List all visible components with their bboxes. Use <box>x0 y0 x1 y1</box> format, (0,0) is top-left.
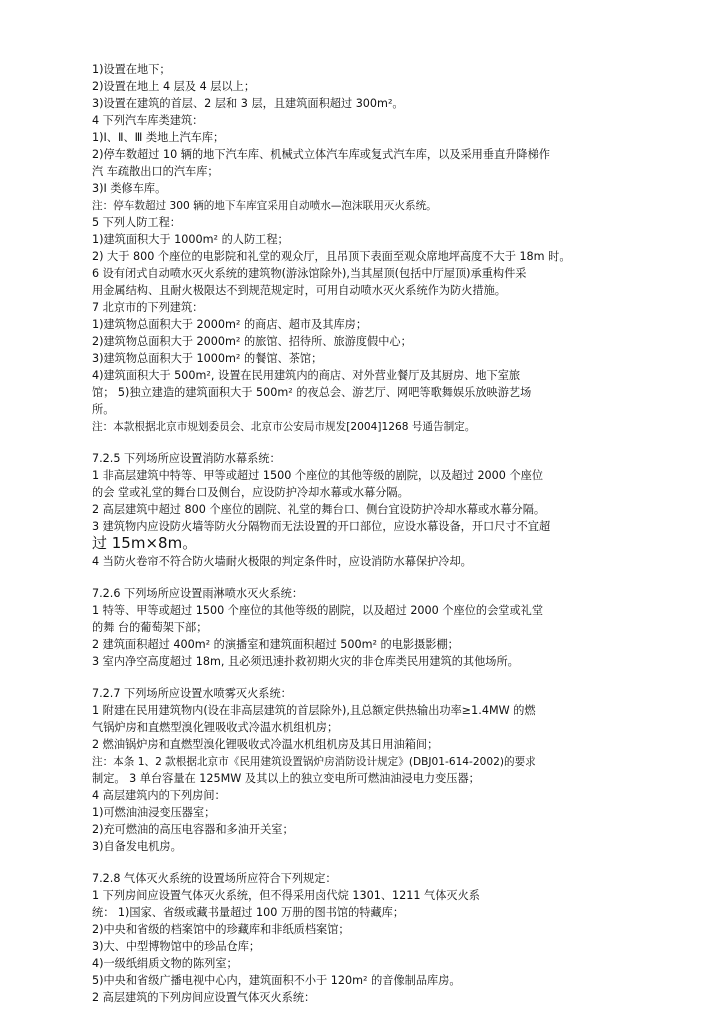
text-line: 2) 大于 800 个座位的电影院和礼堂的观众厅，且吊顶下表面至观众席地坪高度不大于 18m 时。 <box>92 250 571 263</box>
text-line: 3)Ⅰ 类修车库。 <box>92 182 167 195</box>
text-line: 6 设有闭式自动喷水灭火系统的建筑物(游泳馆除外),当其屋顶(包括中厅屋顶)承重构件采 <box>92 267 527 280</box>
text-line: 2)中央和省级的档案馆中的珍藏库和非纸质档案馆； <box>92 923 350 936</box>
text-line: 3)设置在建筑的首层、2 层和 3 层，且建筑面积超过 300m²。 <box>92 97 404 110</box>
text-line: 制定。 3 单台容量在 125MW 及其以上的独立变电所可燃油油浸电力变压器； <box>92 772 480 785</box>
text-line: 的舞 台的葡萄架下部； <box>92 621 208 634</box>
text-line: 3)大、中型博物馆中的珍品仓库； <box>92 940 261 953</box>
text-line: 2 建筑面积超过 400m² 的演播室和建筑面积超过 500m² 的电影摄影棚； <box>92 638 459 651</box>
note-line: 注：停车数超过 300 辆的地下车库宜采用自动喷水—泡沫联用灭火系统。 <box>92 200 437 212</box>
text-line: 7 北京市的下列建筑： <box>92 301 204 314</box>
text-line: 1)Ⅰ、Ⅱ、Ⅲ 类地上汽车库； <box>92 131 225 144</box>
text-line: 馆； 5)独立建造的建筑面积大于 500m² 的夜总会、游艺厅、网吧等歌舞娱乐放映游艺场 <box>92 386 532 399</box>
text-line: 1)设置在地下； <box>92 63 171 76</box>
text-line: 3 室内净空高度超过 18m, 且必须迅速扑救初期火灾的非仓库类民用建筑的其他场所。 <box>92 655 519 668</box>
text-line: 3)自备发电机房。 <box>92 840 182 853</box>
text-line: 1)建筑面积大于 1000m² 的人防工程； <box>92 233 289 246</box>
text-line: 过 15m×8m。 <box>92 534 198 552</box>
text-line: 气锅炉房和直燃型溴化锂吸收式冷温水机组机房； <box>92 721 339 734</box>
text-line: 所。 <box>92 403 115 416</box>
text-line: 1)可燃油油浸变压器室； <box>92 806 216 819</box>
section-heading: 7.2.8 气体灭火系统的设置场所应符合下列规定： <box>92 872 337 885</box>
text-line: 4)一级纸绢质文物的陈列室； <box>92 957 238 970</box>
text-line: 1)建筑物总面积大于 2000m² 的商店、超市及其库房； <box>92 318 368 331</box>
text-line: 2 高层建筑的下列房间应设置气体灭火系统： <box>92 991 316 1004</box>
text-line: 用金属结构、且耐火极限达不到规范规定时，可用自动喷水灭火系统作为防火措施。 <box>92 284 506 297</box>
text-line: 4 当防火卷帘不符合防火墙耐火极限的判定条件时，应设消防水幕保护冷却。 <box>92 555 472 568</box>
text-line: 4 下列汽车库类建筑： <box>92 114 204 127</box>
text-line: 1 附建在民用建筑物内(设在非高层建筑的首层除外),且总额定供热输出功率≥1.4MW 的燃 <box>92 704 536 717</box>
text-line: 汽 车疏散出口的汽车库； <box>92 165 219 178</box>
text-line: 1 下列房间应设置气体灭火系统，但不得采用卤代烷 1301、1211 气体灭火系 <box>92 889 480 902</box>
text-line: 1 特等、甲等或超过 1500 个座位的其他等级的剧院，以及超过 2000 个座位的会堂或礼堂 <box>92 604 544 617</box>
section-heading: 7.2.5 下列场所应设置消防水幕系统： <box>92 452 281 465</box>
text-line: 3)建筑物总面积大于 1000m² 的餐馆、茶馆； <box>92 352 323 365</box>
text-line: 2)建筑物总面积大于 2000m² 的旅馆、招待所、旅游度假中心； <box>92 335 412 348</box>
text-line: 统： 1)国家、省级或藏书量超过 100 万册的图书馆的特藏库； <box>92 906 405 919</box>
text-line: 3 建筑物内应设防火墙等防火分隔物而无法设置的开口部位，应设水幕设备，开口尺寸不宜超 <box>92 520 551 533</box>
section-heading: 7.2.7 下列场所应设置水喷雾灭火系统： <box>92 687 292 700</box>
text-line: 5)中央和省级广播电视中心内，建筑面积不小于 120m² 的音像制品库房。 <box>92 974 461 987</box>
text-line: 4 高层建筑内的下列房间： <box>92 789 226 802</box>
text-line: 2)充可燃油的高压电容器和多油开关室； <box>92 823 294 836</box>
text-line: 2)停车数超过 10 辆的地下汽车库、机械式立体汽车库或复式汽车库，以及采用垂直升降梯作 <box>92 148 550 161</box>
note-line: 注：本款根据北京市规划委员会、北京市公安局市规发[2004]1268 号通告制定。 <box>92 421 476 433</box>
text-line: 2 燃油锅炉房和直燃型溴化锂吸收式冷温水机组机房及其日用油箱间； <box>92 738 439 751</box>
section-heading: 7.2.6 下列场所应设置雨淋喷水灭火系统： <box>92 587 304 600</box>
text-line: 2 高层建筑中超过 800 个座位的剧院、礼堂的舞台口、侧台宜设防护冷却水幕或水幕分隔。 <box>92 503 546 516</box>
note-line: 注：本条 1、2 款根据北京市《民用建筑设置锅炉房消防设计规定》(DBJ01-614-2002)的要求 <box>92 756 536 768</box>
text-line: 4)建筑面积大于 500m², 设置在民用建筑内的商店、对外营业餐厅及其厨房、地下室旅 <box>92 369 521 382</box>
text-line: 的会 堂或礼堂的舞台口及侧台，应设防护冷却水幕或水幕分隔。 <box>92 486 409 499</box>
text-line: 5 下列人防工程： <box>92 216 181 229</box>
text-line: 2)设置在地上 4 层及 4 层以上； <box>92 80 256 93</box>
text-line: 1 非高层建筑中特等、甲等或超过 1500 个座位的其他等级的剧院，以及超过 2000 个座位 <box>92 469 544 482</box>
